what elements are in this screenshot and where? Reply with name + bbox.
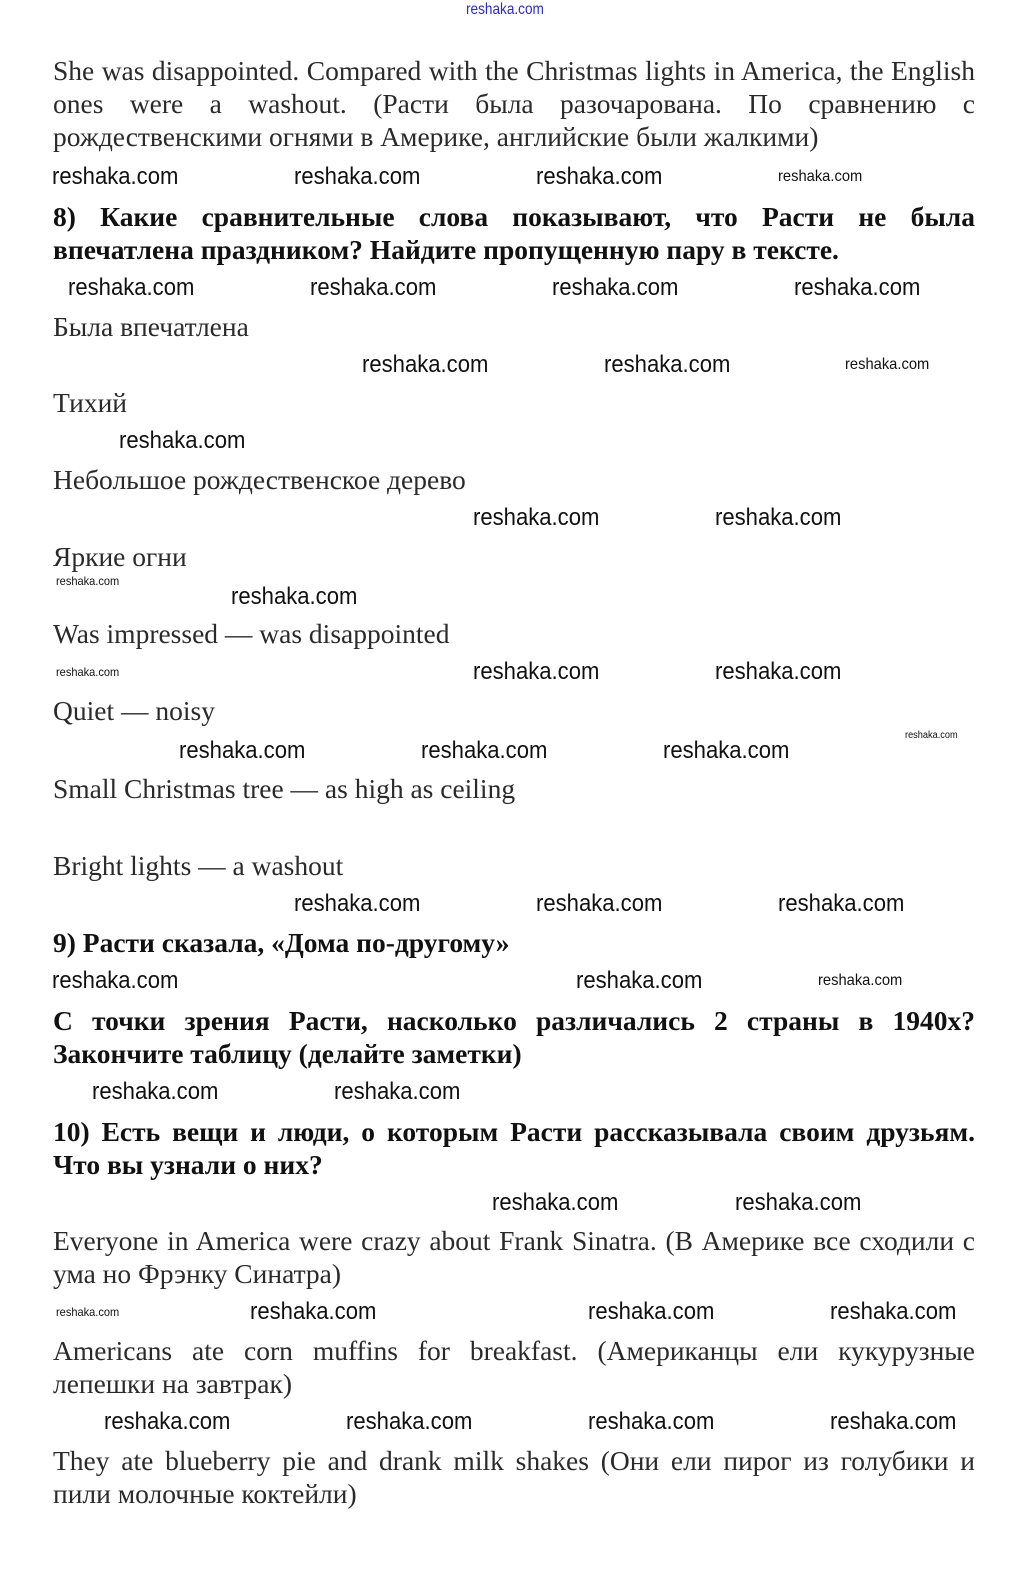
watermark-row [0, 1510, 1033, 1580]
watermark: reshaka.com [104, 1408, 231, 1435]
watermark: reshaka.com [294, 163, 421, 190]
watermark: reshaka.com [905, 730, 958, 741]
watermark: reshaka.com [473, 504, 600, 531]
watermark-row [0, 153, 1033, 200]
watermark-row [0, 882, 1033, 926]
answer-paragraph: They ate blueberry pie and drank milk shakes (Они ели пирог из голубики и пили молочные коктейли) [53, 1445, 975, 1509]
watermark: reshaka.com [604, 351, 731, 378]
question-8-heading: 8) Какие сравнительные слова показывают, что Расти не была впечатлена праздником? Найдите пропущенную пару в тексте. [53, 201, 975, 265]
watermark: reshaka.com [310, 274, 437, 301]
watermark-row [0, 1290, 1033, 1334]
watermark: reshaka.com [346, 1408, 473, 1435]
watermark: reshaka.com [68, 274, 195, 301]
watermark: reshaka.com [294, 890, 421, 917]
watermark: reshaka.com [830, 1408, 957, 1435]
question-9-text: С точки зрения Расти, насколько различались 2 страны в 1940х? Закончите таблицу (делайте заметки) [53, 1005, 975, 1069]
list-item: Была впечатлена [53, 311, 249, 342]
watermark: reshaka.com [231, 583, 358, 610]
answer-paragraph: Everyone in America were crazy about Frank Sinatra. (В Америке все сходили с ума но Фрэнку Синатра) [53, 1225, 975, 1289]
watermark: reshaka.com [56, 665, 120, 679]
watermark: reshaka.com [778, 890, 905, 917]
watermark-row [0, 496, 1033, 540]
watermark: reshaka.com [119, 427, 246, 454]
watermark-row [0, 343, 1033, 386]
question-10-heading: 10) Есть вещи и люди, о которым Расти рассказывала своим друзьям. Что вы узнали о них? [53, 1116, 975, 1180]
watermark: reshaka.com [552, 274, 679, 301]
watermark: reshaka.com [830, 1298, 957, 1325]
watermark-row [0, 959, 1033, 1004]
watermark: reshaka.com [334, 1078, 461, 1105]
watermark: reshaka.com [466, 1, 544, 18]
watermark: reshaka.com [92, 1078, 219, 1105]
watermark-row [0, 650, 1033, 694]
watermark: reshaka.com [715, 658, 842, 685]
watermark-row [0, 1181, 1033, 1224]
watermark: reshaka.com [576, 967, 703, 994]
watermark: reshaka.com [179, 737, 306, 764]
watermark-row [0, 0, 1033, 54]
watermark: reshaka.com [778, 168, 863, 185]
watermark: reshaka.com [362, 351, 489, 378]
watermark: reshaka.com [250, 1298, 377, 1325]
list-item: Bright lights — a washout [53, 850, 344, 881]
watermark-row [0, 805, 1033, 849]
answer-paragraph: Americans ate corn muffins for breakfast. (Американцы ели кукурузные лепешки на завтрак) [53, 1335, 975, 1399]
watermark: reshaka.com [536, 163, 663, 190]
watermark: reshaka.com [715, 504, 842, 531]
watermark: reshaka.com [492, 1189, 619, 1216]
watermark: reshaka.com [735, 1189, 862, 1216]
list-item: Small Christmas tree — as high as ceiling [53, 773, 516, 804]
list-item: Was impressed — was disappointed [53, 618, 450, 649]
watermark: reshaka.com [52, 967, 179, 994]
watermark-row [0, 1070, 1033, 1115]
watermark: reshaka.com [663, 737, 790, 764]
watermark: reshaka.com [473, 658, 600, 685]
list-item: Quiet — noisy [53, 695, 215, 726]
watermark: reshaka.com [421, 737, 548, 764]
watermark-row [0, 419, 1033, 463]
watermark: reshaka.com [818, 972, 903, 989]
watermark: reshaka.com [56, 574, 120, 588]
watermark-row [0, 1400, 1033, 1444]
list-item: Тихий [53, 387, 128, 418]
watermark: reshaka.com [588, 1408, 715, 1435]
paragraph-answer-7: She was disappointed. Compared with the Christmas lights in America, the English ones were a washout. (Расти была разочарована. По сравнению с рождественскими огнями в Америке, английские были жалкими) [53, 55, 975, 152]
watermark: reshaka.com [845, 356, 930, 373]
watermark: reshaka.com [56, 1305, 120, 1319]
watermark: reshaka.com [536, 890, 663, 917]
list-item: Небольшое рождественское дерево [53, 464, 466, 495]
watermark: reshaka.com [588, 1298, 715, 1325]
question-9-heading: 9) Расти сказала, «Дома по-другому» [53, 927, 510, 958]
watermark-row [0, 573, 1033, 617]
watermark-row [0, 266, 1033, 310]
watermark: reshaka.com [52, 163, 179, 190]
watermark-row [0, 727, 1033, 772]
watermark: reshaka.com [794, 274, 921, 301]
list-item: Яркие огни [53, 541, 187, 572]
